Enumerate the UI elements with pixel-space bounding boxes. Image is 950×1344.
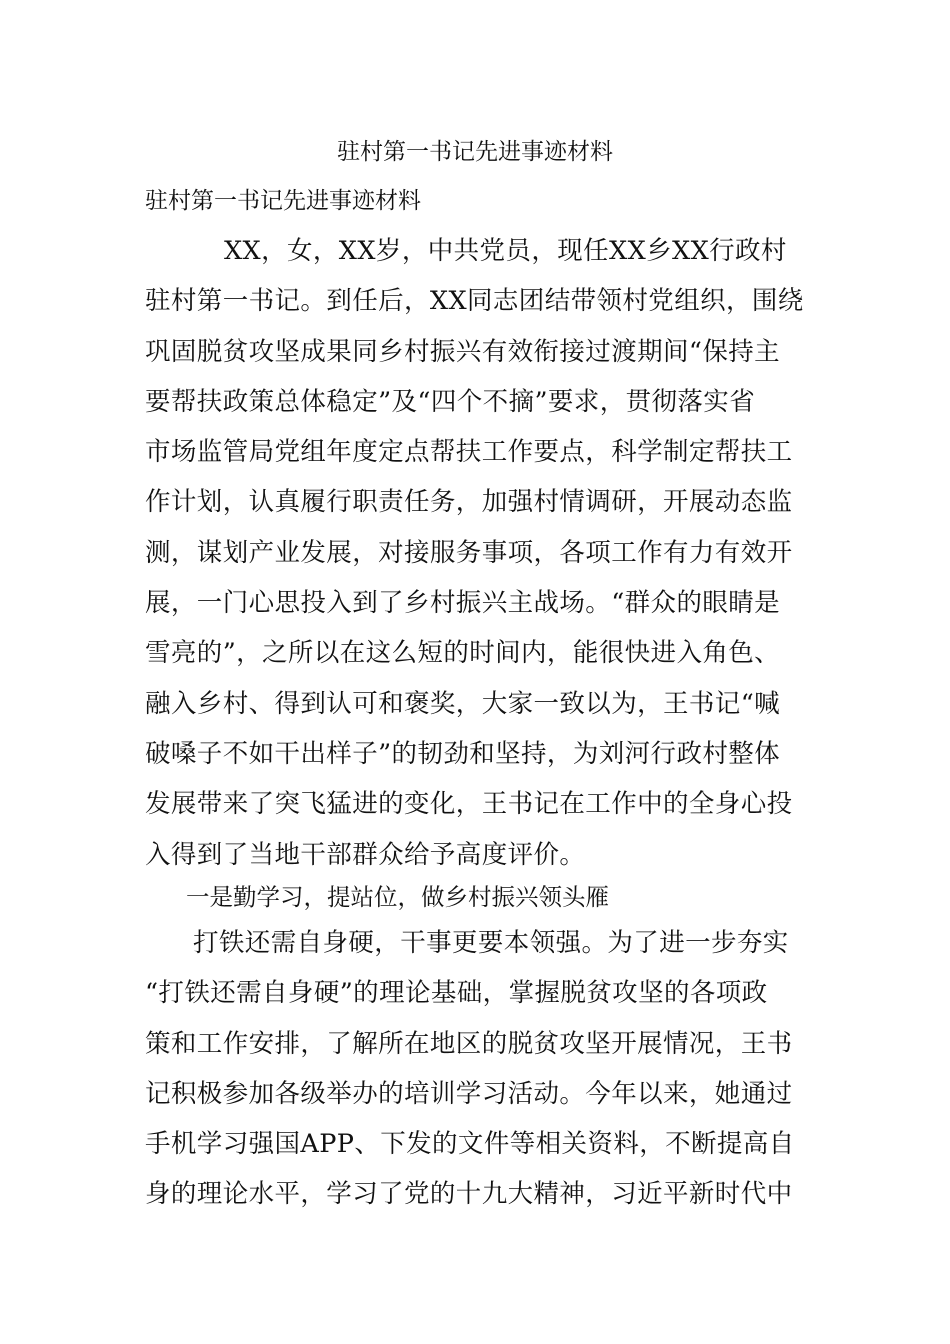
paragraph-intro — [145, 226, 807, 880]
section-heading: 一是勤学习，提站位，做乡村振兴领头雁 — [186, 883, 609, 911]
paragraph-line: 发展带来了突飞猛进的变化，王书记在工作中的全身心投 — [145, 789, 793, 820]
paragraph-line: 作计划，认真履行职责任务，加强村情调研，开展动态监 — [145, 487, 793, 518]
paragraph-line: 身的理论水平，学习了党的十九大精神，习近平新时代中 — [145, 1179, 793, 1210]
paragraph-study — [145, 918, 807, 1220]
paragraph-line: 记积极参加各级举办的培训学习活动。今年以来，她通过 — [145, 1078, 793, 1109]
paragraph-line: 展，一门心思投入到了乡村振兴主战场。“群众的眼睛是 — [145, 588, 781, 619]
paragraph-line: 入得到了当地干部群众给予高度评价。 — [145, 839, 586, 870]
paragraph-line: 市场监管局党组年度定点帮扶工作要点，科学制定帮扶工 — [145, 437, 793, 468]
paragraph-line: 打铁还需自身硬，干事更要本领强。为了进一步夯实 — [193, 928, 789, 958]
document-title: 驻村第一书记先进事迹材料 — [337, 139, 613, 165]
paragraph-line: 破嗓子不如干出样子”的韧劲和坚持，为刘河行政村整体 — [145, 738, 781, 769]
paragraph-line: “打铁还需自身硬”的理论基础，掌握脱贫攻坚的各项政 — [145, 978, 768, 1009]
paragraph-line: 要帮扶政策总体稳定”及“四个不摘”要求，贯彻落实省 — [145, 386, 756, 417]
paragraph-line: 测，谋划产业发展，对接服务事项，各项工作有力有效开 — [145, 537, 793, 568]
document-subtitle: 驻村第一书记先进事迹材料 — [145, 188, 421, 214]
paragraph-line: 策和工作安排，了解所在地区的脱贫攻坚开展情况，王书 — [145, 1028, 793, 1059]
paragraph-line: XX，女，XX岁，中共党员，现任XX乡XX行政村 — [224, 236, 787, 266]
paragraph-line: 雪亮的”，之所以在这么短的时间内，能很快进入角色、 — [145, 638, 781, 669]
paragraph-line: 手机学习强国APP、下发的文件等相关资料，不断提高自 — [145, 1129, 795, 1160]
paragraph-line: 融入乡村、得到认可和褒奖，大家一致以为，王书记“喊 — [145, 688, 781, 719]
paragraph-line: 巩固脱贫攻坚成果同乡村振兴有效衔接过渡期间“保持主 — [145, 336, 781, 367]
paragraph-line: 驻村第一书记。到任后，XX同志团结带领村党组织，围绕 — [145, 286, 804, 317]
